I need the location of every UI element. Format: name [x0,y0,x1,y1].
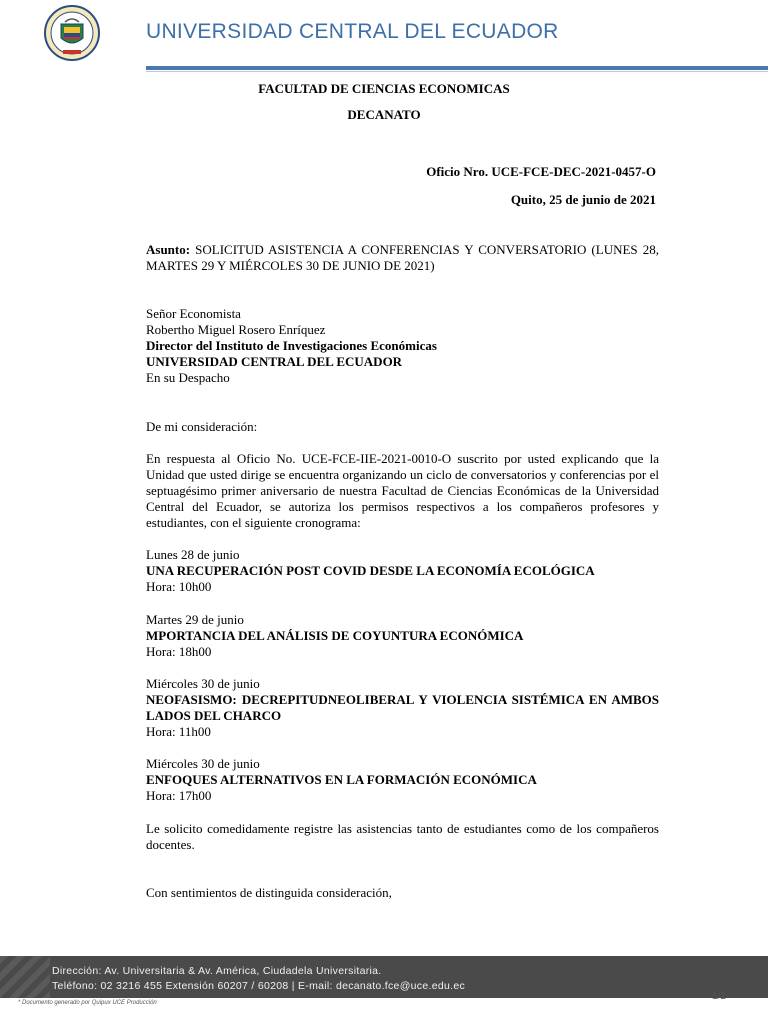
schedule-day: Miércoles 30 de junio [146,676,260,691]
subject-text: SOLICITUD ASISTENCIA A CONFERENCIAS Y CONVERSATORIO (LUNES 28, MARTES 29 Y MIÉRCOLES 30 DE JUNIO DE 2021) [146,242,659,273]
recipient-location: En su Despacho [146,370,230,385]
schedule-time: Hora: 10h00 [146,579,212,594]
recipient-salutation: Señor Economista [146,306,241,321]
schedule-title: UNA RECUPERACIÓN POST COVID DESDE LA ECONOMÍA ECOLÓGICA [146,563,595,578]
schedule-time: Hora: 18h00 [146,644,212,659]
schedule-item [146,612,659,660]
schedule-item [146,756,659,804]
recipient-institution: UNIVERSIDAD CENTRAL DEL ECUADOR [146,354,403,369]
letterhead [0,0,768,72]
schedule-time: Hora: 11h00 [146,724,211,739]
footer-address: Dirección: Av. Universitaria & Av. América, Ciudadela Universitaria. [52,965,382,977]
header-divider [146,66,768,70]
greeting: De mi consideración: [146,419,258,434]
schedule-day: Miércoles 30 de junio [146,756,260,771]
subject-label: Asunto: [146,242,191,257]
footer-bar [0,956,768,998]
letter-date: Quito, 25 de junio de 2021 [510,192,656,207]
recipient-block [146,306,659,386]
subject-line [146,242,659,274]
oficio-number: Oficio Nro. UCE-FCE-DEC-2021-0457-O [426,164,656,179]
footer-stripes [0,956,50,998]
department-heading: DECANATO [347,107,421,122]
schedule-title: ENFOQUES ALTERNATIVOS EN LA FORMACIÓN ECONÓMICA [146,772,537,787]
recipient-name: Robertho Miguel Rosero Enríquez [146,322,326,337]
generated-note: * Documento generado por Quipux UCE Producción [18,1000,157,1006]
schedule-title: MPORTANCIA DEL ANÁLISIS DE COYUNTURA ECONÓMICA [146,628,524,643]
schedule-item [146,676,659,740]
schedule-time: Hora: 17h00 [146,788,212,803]
faculty-heading: FACULTAD DE CIENCIAS ECONOMICAS [258,81,510,96]
footer-contact: Teléfono: 02 3216 455 Extensión 60207 / 60208 | E-mail: decanato.fce@uce.edu.ec [52,980,466,992]
request-paragraph: Le solicito comedidamente registre las asistencias tanto de estudiantes como de los compañeros docentes. [146,821,659,852]
intro-paragraph: En respuesta al Oficio No. UCE-FCE-IIE-2021-0010-O suscrito por usted explicando que la Unidad que usted dirige se encuentra organizando un ciclo de conversatorios y conferencias por el septuagésimo primer aniversario de nuestra Facultad de Ciencias Económicas de la Universidad Central del Ecuador, se autoriza los permisos respectivos a los compañeros profesores y estudiantes, con el siguiente cronograma: [146,451,659,530]
page-number: 1/2 [712,991,726,1002]
schedule-day: Martes 29 de junio [146,612,244,627]
closing-line: Con sentimientos de distinguida consideración, [146,885,392,900]
university-seal-icon [37,4,107,62]
schedule-day: Lunes 28 de junio [146,547,240,562]
university-name: UNIVERSIDAD CENTRAL DEL ECUADOR [146,20,559,43]
header-divider-thin [146,71,768,72]
schedule-item [146,547,659,595]
recipient-position: Director del Instituto de Investigaciones Económicas [146,338,437,353]
schedule-title: NEOFASISMO: DECREPITUDNEOLIBERAL Y VIOLENCIA SISTÉMICA EN AMBOS LADOS DEL CHARCO [146,692,659,723]
